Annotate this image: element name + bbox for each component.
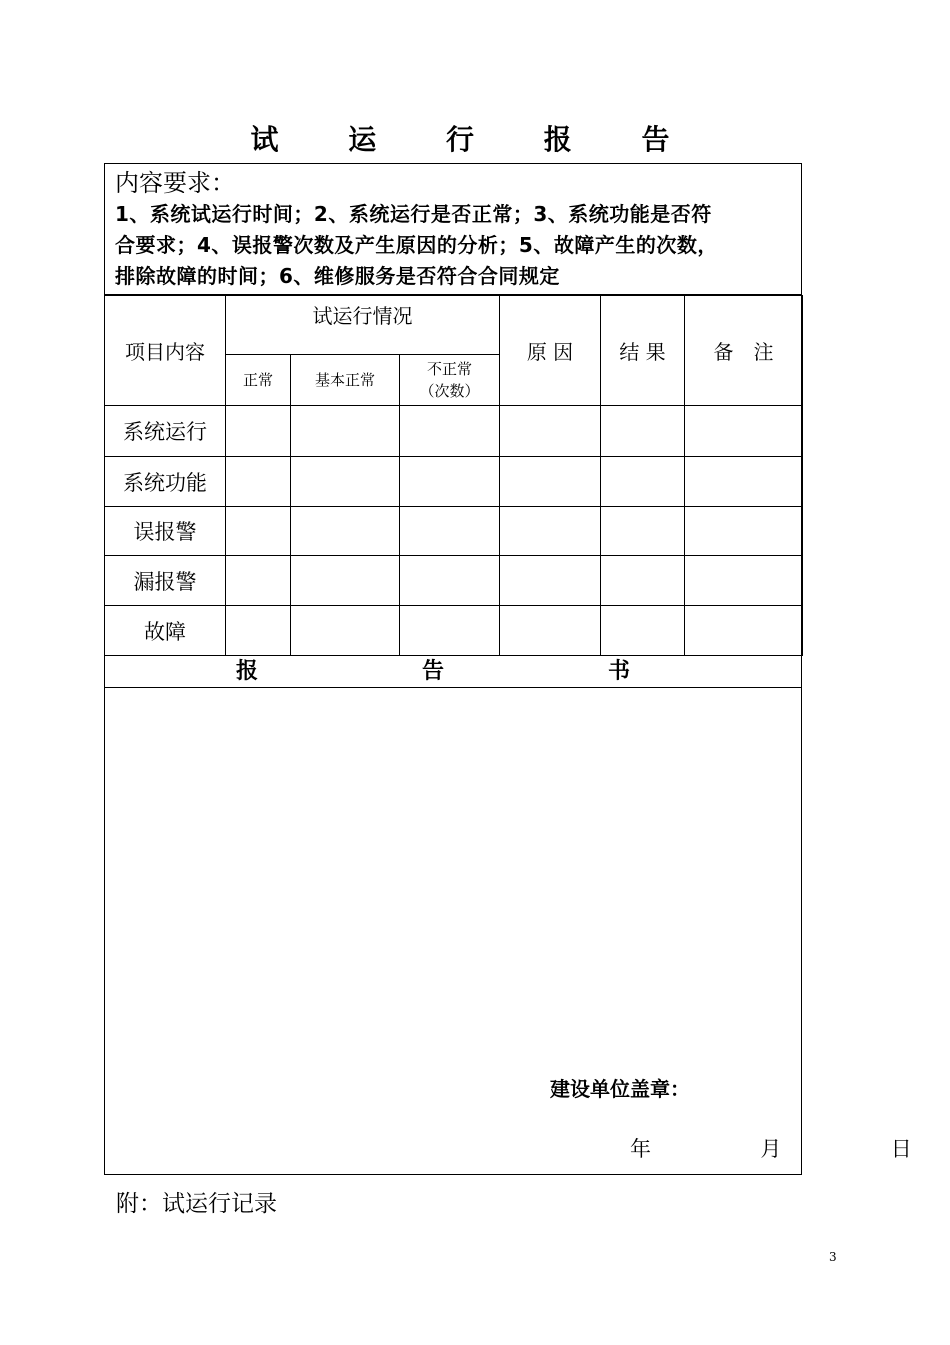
table-cell (500, 507, 601, 556)
table-row (105, 457, 803, 507)
requirements-line-2: 合要求；4、误报警次数及产生原因的分析；5、故障产生的次数， (115, 233, 718, 257)
subheader-abnormal-label: 不正常 (426, 360, 472, 378)
table-cell (685, 507, 803, 556)
attachment-note: 附：试运行记录 (116, 1191, 277, 1217)
table-cell (685, 606, 803, 656)
table-cell (685, 457, 803, 507)
table-cell (601, 556, 685, 606)
subheader-normal: 正常 (226, 355, 291, 406)
requirements-section (104, 163, 802, 295)
table-row (105, 556, 803, 606)
table-cell (226, 406, 291, 457)
subheader-basically-normal: 基本正常 (291, 355, 400, 406)
table-cell (500, 556, 601, 606)
table-cell (400, 406, 500, 457)
table-cell (291, 457, 400, 507)
table-cell (601, 507, 685, 556)
table-cell (291, 606, 400, 656)
row-label: 漏报警 (105, 556, 226, 606)
table-row (105, 606, 803, 656)
month-label: 月 (760, 1137, 782, 1161)
table-cell (226, 556, 291, 606)
requirements-heading: 内容要求： (115, 169, 235, 197)
report-heading: 报 告 书 (104, 655, 802, 688)
table-cell (601, 457, 685, 507)
subheader-abnormal (400, 355, 500, 406)
row-label: 故障 (105, 606, 226, 656)
construction-unit-seal-label: 建设单位盖章： (550, 1077, 690, 1101)
page-number: 3 (829, 1250, 837, 1264)
document-title: 试 运 行 报 告 (250, 123, 700, 156)
requirements-line-3: 排除故障的时间；6、维修服务是否符合合同规定 (115, 264, 560, 288)
table-cell (400, 457, 500, 507)
table-cell (400, 606, 500, 656)
table-cell (226, 507, 291, 556)
table-cell (226, 457, 291, 507)
table-cell (500, 606, 601, 656)
header-result: 结 果 (601, 296, 685, 406)
table-row (105, 507, 803, 556)
table-cell (291, 556, 400, 606)
table-cell (291, 507, 400, 556)
table-cell (685, 556, 803, 606)
table-cell (601, 406, 685, 457)
row-label: 系统运行 (105, 406, 226, 457)
table-cell (601, 606, 685, 656)
table-cell (400, 556, 500, 606)
header-reason: 原 因 (500, 296, 601, 406)
header-item-content: 项目内容 (105, 296, 226, 406)
table-cell (500, 406, 601, 457)
table-cell (500, 457, 601, 507)
day-label: 日 (890, 1137, 912, 1161)
header-remark: 备 注 (685, 296, 803, 406)
requirements-line-1: 1、系统试运行时间；2、系统运行是否正常；3、系统功能是否符 (115, 202, 712, 226)
table-cell (400, 507, 500, 556)
table-row (105, 406, 803, 457)
table-cell (291, 406, 400, 457)
subheader-abnormal-count: （次数） (419, 382, 480, 400)
row-label: 误报警 (105, 507, 226, 556)
row-label: 系统功能 (105, 457, 226, 507)
table-cell (685, 406, 803, 457)
trial-run-table (104, 295, 803, 656)
date-line (630, 1133, 912, 1163)
table-cell (226, 606, 291, 656)
header-trial-status: 试运行情况 (226, 296, 500, 355)
year-label: 年 (630, 1137, 651, 1161)
